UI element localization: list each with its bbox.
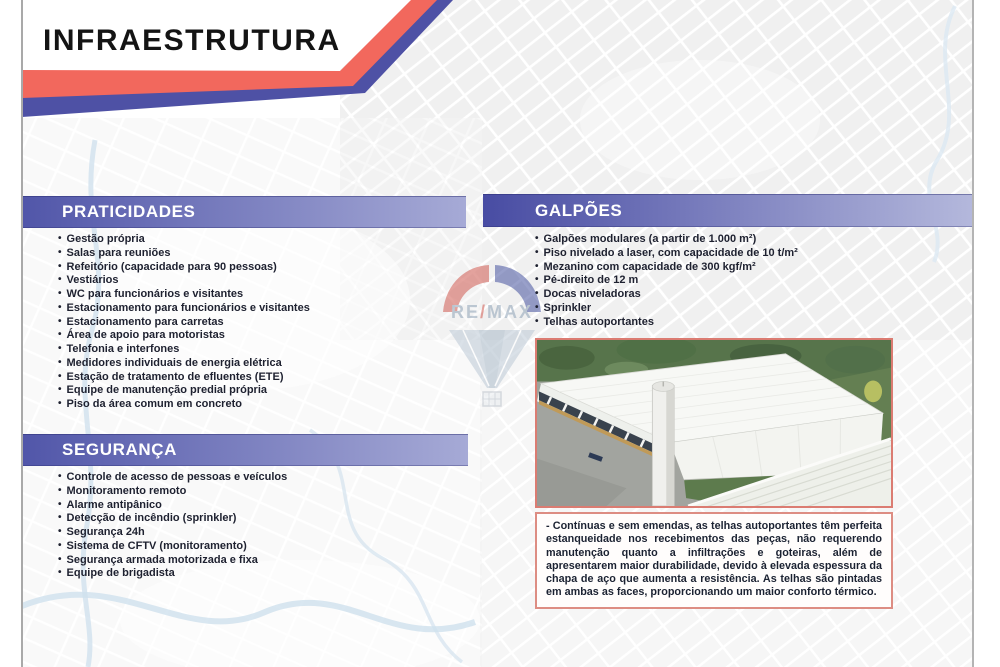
list-item: • Medidores individuais de energia elétrica <box>58 357 463 371</box>
list-item: • Refeitório (capacidade para 90 pessoas) <box>58 261 463 275</box>
list-item: • Gestão própria <box>58 233 463 247</box>
list-item: • Galpões modulares (a partir de 1.000 m²) <box>535 233 895 247</box>
list-item: • Telhas autoportantes <box>535 316 895 330</box>
header-ribbon <box>0 0 1000 125</box>
list-item: • Estacionamento para funcionários e visitantes <box>58 302 463 316</box>
remax-wordmark: RE/MAX <box>450 302 534 322</box>
warehouse-photo-graphic <box>537 340 891 506</box>
list-item: • Equipe de brigadista <box>58 567 463 581</box>
remax-slash: / <box>480 302 488 322</box>
list-item: • Vestiários <box>58 274 463 288</box>
warehouse-aerial-photo <box>535 338 893 508</box>
praticidades-list <box>58 233 463 412</box>
page-title: INFRAESTRUTURA <box>43 24 341 57</box>
list-item: • Equipe de manutenção predial própria <box>58 384 463 398</box>
list-item: • Sprinkler <box>535 302 895 316</box>
list-item: • Detecção de incêndio (sprinkler) <box>58 512 463 526</box>
list-item: • Pé-direito de 12 m <box>535 274 895 288</box>
photo-caption: - Contínuas e sem emendas, as telhas autoportantes têm perfeita estanqueidade nos recebimentos das peças, não requerendo manutenção quanto a infiltrações e goteiras, além de apresentarem maior durabilidade, devido à elevada espessura da chapa de aço que aumenta a resistência. As telhas são pintadas em ambas as faces, proporcionando um maior conforto térmico. <box>535 512 893 609</box>
section-header-galpoes: GALPÕES <box>483 194 973 227</box>
seguranca-list <box>58 471 463 581</box>
list-item: • Mezanino com capacidade de 300 kgf/m² <box>535 261 895 275</box>
list-item: • Área de apoio para motoristas <box>58 329 463 343</box>
list-item: • Telefonia e interfones <box>58 343 463 357</box>
list-item: • Salas para reuniões <box>58 247 463 261</box>
list-item: • Alarme antipânico <box>58 499 463 513</box>
list-item: • Estação de tratamento de efluentes (ETE) <box>58 371 463 385</box>
list-item: • WC para funcionários e visitantes <box>58 288 463 302</box>
list-item: • Piso nivelado a laser, com capacidade de 10 t/m² <box>535 247 895 261</box>
list-item: • Controle de acesso de pessoas e veículos <box>58 471 463 485</box>
list-item: • Segurança 24h <box>58 526 463 540</box>
galpoes-list <box>535 233 895 329</box>
left-frame-line <box>21 0 23 667</box>
section-header-seguranca: SEGURANÇA <box>22 434 468 466</box>
list-item: • Segurança armada motorizada e fixa <box>58 554 463 568</box>
list-item: • Docas niveladoras <box>535 288 895 302</box>
list-item: • Estacionamento para carretas <box>58 316 463 330</box>
list-item: • Piso da área comum em concreto <box>58 398 463 412</box>
section-header-praticidades: PRATICIDADES <box>22 196 466 228</box>
list-item: • Sistema de CFTV (monitoramento) <box>58 540 463 554</box>
list-item: • Monitoramento remoto <box>58 485 463 499</box>
right-frame-line <box>972 0 974 667</box>
